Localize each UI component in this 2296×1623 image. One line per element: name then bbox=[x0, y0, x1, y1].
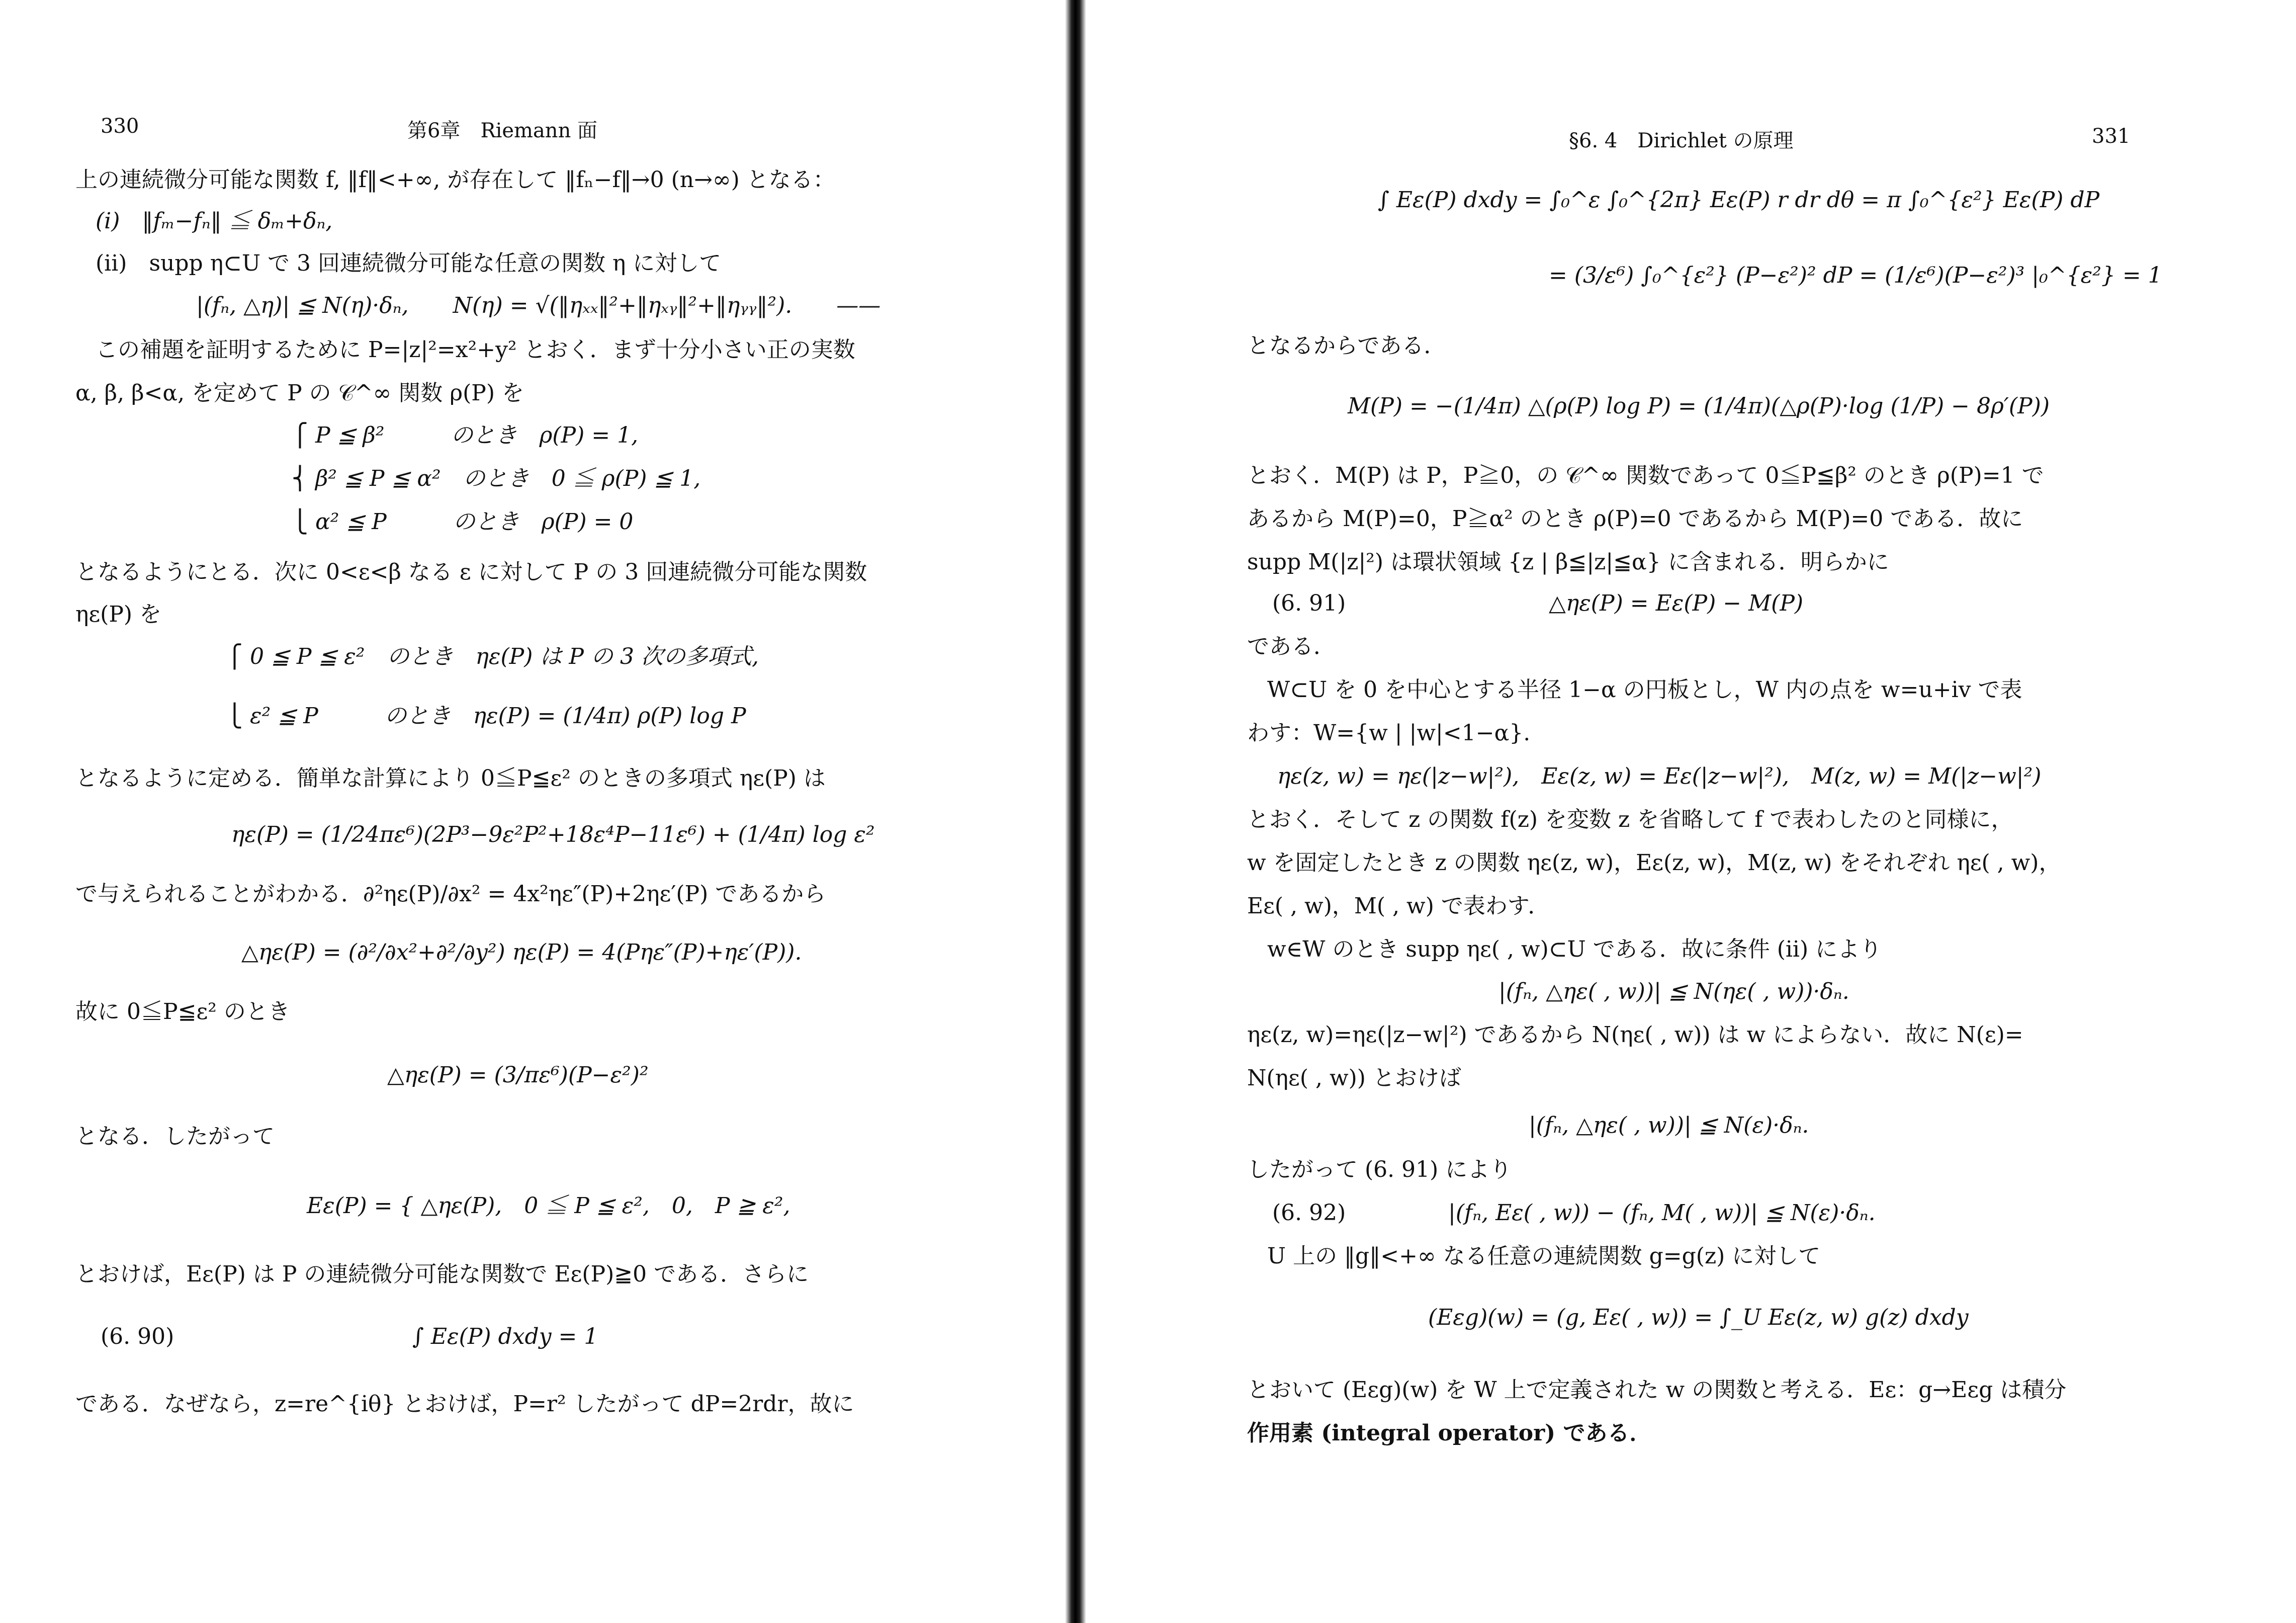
equation-label-6-92: (6. 92) bbox=[1272, 1200, 1346, 1226]
text-line: とおく．M(P) は P，P≧0，の 𝒞^∞ 関数であって 0≦P≦β² のとき ρ(P)=1 で bbox=[1247, 463, 2044, 488]
text-line: あるから M(P)=0，P≧α² のとき ρ(P)=0 であるから M(P)=0 である．故に bbox=[1247, 506, 2023, 532]
equation-norm-bound: |(fₙ, △η)| ≦ N(η)·δₙ, N(η) = √(‖ηₓₓ‖²+‖ηₓᵧ‖²+‖ηᵧᵧ‖²). —— bbox=[196, 293, 881, 318]
text-line: とおく．そして z の関数 f(z) を変数 z を省略して f で表わしたのと同様に， bbox=[1247, 807, 2013, 832]
text-line: である． bbox=[1247, 634, 1336, 659]
equation-6-92: |(fₙ, Eε( , w)) − (fₙ, M( , w))| ≦ N(ε)·δₙ. bbox=[1448, 1200, 1876, 1226]
text-line: 故に 0≦P≦ε² のとき bbox=[75, 999, 290, 1024]
text-line: ηε(P) を bbox=[75, 602, 162, 627]
text-line-definition: 作用素 (integral operator) である． bbox=[1247, 1420, 1652, 1446]
text-line: とおいて (Eεg)(w) を W 上で定義された w の関数と考える．Eε：g→Eεg は積分 bbox=[1247, 1377, 2067, 1403]
equation-eta-polynomial: ηε(P) = (1/24πε⁶)(2P³−9ε²P²+18ε⁴P−11ε⁶) + (1/4π) log ε² bbox=[231, 822, 875, 847]
equation-6-91: △ηε(P) = Eε(P) − M(P) bbox=[1549, 590, 1804, 616]
book-gutter bbox=[1065, 0, 1086, 1623]
text-line: わす：W={w | |w|<1−α}. bbox=[1247, 720, 1531, 746]
text-line: w∈W のとき supp ηε( , w)⊂U である．故に条件 (ii) により bbox=[1267, 936, 1882, 962]
text-line: したがって (6. 91) により bbox=[1247, 1157, 1512, 1182]
text-line: Eε( , w)，M( , w) で表わす． bbox=[1247, 893, 1550, 919]
eta-case-1: ⎧ 0 ≦ P ≦ ε² のとき ηε(P) は P の 3 次の多項式, bbox=[226, 644, 759, 669]
text-line: となるように定める．簡単な計算により 0≦P≦ε² のときの多項式 ηε(P) は bbox=[75, 765, 826, 791]
right-page bbox=[1247, 0, 2253, 1623]
equation-6-90: ∫ Eε(P) dxdy = 1 bbox=[412, 1324, 598, 1349]
running-head-right: §6. 4 Dirichlet の原理 bbox=[1569, 129, 1794, 152]
text-line: となるからである． bbox=[1247, 333, 1446, 359]
equation-laplacian-eta: △ηε(P) = (∂²/∂x²+∂²/∂y²) ηε(P) = 4(Pηε″(P)+ηε′(P)). bbox=[241, 939, 802, 965]
equation-M-of-P: M(P) = −(1/4π) △(ρ(P) log P) = (1/4π)(△ρ(P)·log (1/P) − 8ρ′(P)) bbox=[1348, 393, 2050, 419]
left-page bbox=[75, 0, 981, 1623]
page-number-left: 330 bbox=[101, 115, 139, 138]
page-number-right: 331 bbox=[2092, 125, 2131, 148]
condition-i: (i) ‖fₘ−fₙ‖ ≦ δₘ+δₙ, bbox=[96, 208, 333, 234]
text-line: N(ηε( , w)) とおけば bbox=[1247, 1065, 1461, 1091]
equation-label-6-91: (6. 91) bbox=[1272, 590, 1346, 616]
equation-integral-operator: (Eεg)(w) = (g, Eε( , w)) = ∫_U Eε(z, w) g(z) dxdy bbox=[1428, 1305, 1969, 1330]
equation-E-epsilon: Eε(P) = { △ηε(P), 0 ≦ P ≦ ε², 0, P ≧ ε², bbox=[307, 1193, 790, 1219]
text-line: である．なぜなら，z=re^{iθ} とおけば，P=r² したがって dP=2rdr，故に bbox=[75, 1391, 854, 1417]
rho-case-1: ⎧ P ≦ β² のとき ρ(P) = 1, bbox=[292, 422, 639, 448]
text-line: ηε(z, w)=ηε(|z−w|²) であるから N(ηε( , w)) は w によらない．故に N(ε)= bbox=[1247, 1022, 2023, 1048]
equation-support-bound: |(fₙ, △ηε( , w))| ≦ N(ηε( , w))·δₙ. bbox=[1498, 979, 1849, 1004]
text-line: supp M(|z|²) は環状領域 {z | β≦|z|≦α} に含まれる．明らかに bbox=[1247, 549, 1889, 575]
text-line: W⊂U を 0 を中心とする半径 1−α の円板とし，W 内の点を w=u+iv で表 bbox=[1267, 677, 2022, 703]
equation-integral-result: = (3/ε⁶) ∫₀^{ε²} (P−ε²)² dP = (1/ε⁶)(P−ε²)³ |₀^{ε²} = 1 bbox=[1549, 263, 2162, 288]
rho-case-3: ⎩ α² ≦ P のとき ρ(P) = 0 bbox=[292, 509, 634, 535]
equation-label-6-90: (6. 90) bbox=[101, 1324, 174, 1349]
text-line: α, β, β<α, を定めて P の 𝒞^∞ 関数 ρ(P) を bbox=[75, 380, 524, 406]
condition-ii: (ii) supp η⊂U で 3 回連続微分可能な任意の関数 η に対して bbox=[96, 250, 722, 276]
text-line: 上の連続微分可能な関数 f, ‖f‖<+∞, が存在して ‖fₙ−f‖→0 (n→∞) となる： bbox=[75, 167, 835, 193]
running-head-left: 第6章 Riemann 面 bbox=[407, 119, 598, 142]
equation-kernel-definitions: ηε(z, w) = ηε(|z−w|²), Eε(z, w) = Eε(|z−w|²), M(z, w) = M(|z−w|²) bbox=[1277, 763, 2042, 789]
rho-case-2: ⎨ β² ≦ P ≦ α² のとき 0 ≦ ρ(P) ≦ 1, bbox=[292, 466, 701, 491]
text-line: で与えられることがわかる．∂²ηε(P)/∂x² = 4x²ηε″(P)+2ηε′(P) であるから bbox=[75, 881, 826, 907]
eta-case-2: ⎩ ε² ≦ P のとき ηε(P) = (1/4π) ρ(P) log P bbox=[226, 703, 746, 729]
equation-integral-computation: ∫ Eε(P) dxdy = ∫₀^ε ∫₀^{2π} Eε(P) r dr dθ = π ∫₀^{ε²} Eε(P) dP bbox=[1378, 187, 2100, 213]
text-line: U 上の ‖g‖<+∞ なる任意の連続関数 g=g(z) に対して bbox=[1267, 1243, 1821, 1269]
text-line: となる．したがって bbox=[75, 1124, 275, 1149]
text-line: この補題を証明するために P=|z|²=x²+y² とおく．まず十分小さい正の実数 bbox=[96, 337, 855, 363]
text-line: となるようにとる．次に 0<ε<β なる ε に対して P の 3 回連続微分可能な関数 bbox=[75, 559, 867, 585]
text-line: w を固定したとき z の関数 ηε(z, w)，Eε(z, w)，M(z, w) をそれぞれ ηε( , w)， bbox=[1247, 850, 2061, 876]
text-line: とおけば，Eε(P) は P の連続微分可能な関数で Eε(P)≧0 である．さらに bbox=[75, 1261, 809, 1287]
equation-laplacian-eta-small: △ηε(P) = (3/πε⁶)(P−ε²)² bbox=[387, 1062, 649, 1088]
equation-N-epsilon-bound: |(fₙ, △ηε( , w))| ≦ N(ε)·δₙ. bbox=[1529, 1113, 1809, 1138]
